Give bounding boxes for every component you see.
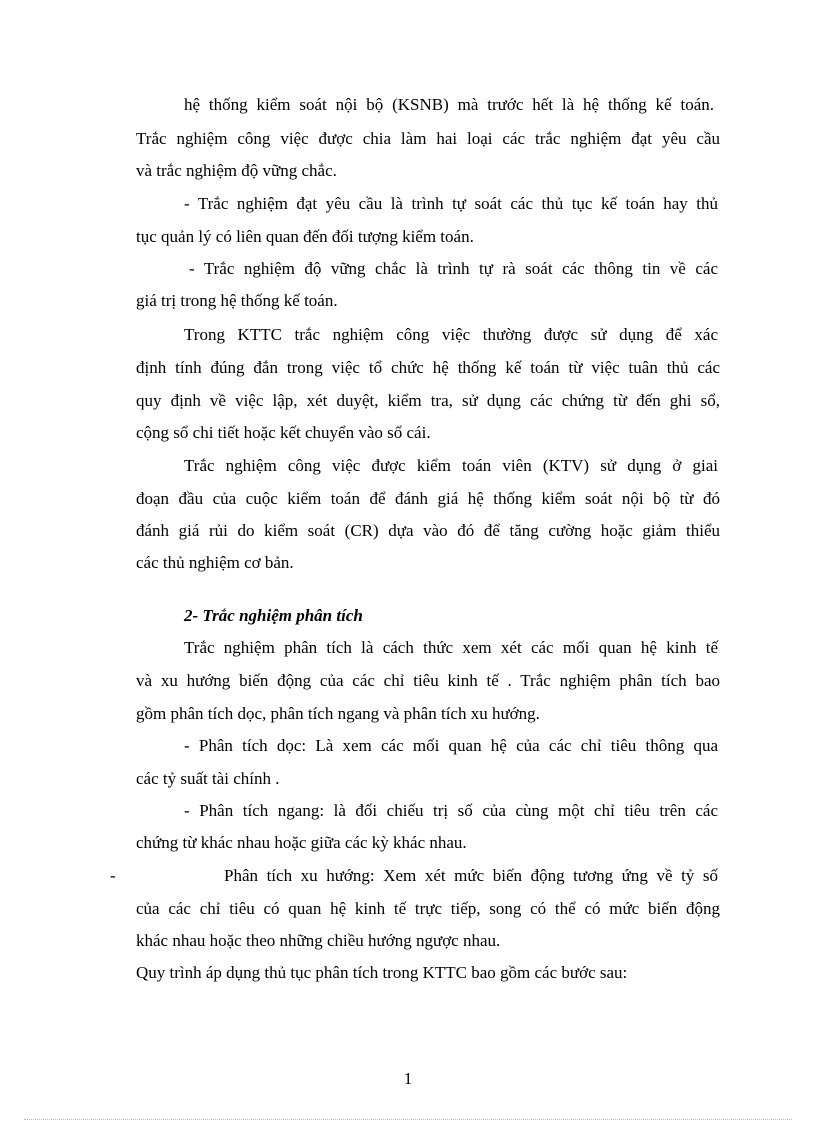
paragraph-line: gồm phân tích dọc, phân tích ngang và phân tích xu hướng. [136,704,540,723]
paragraph-line: quy định về việc lập, xét duyệt, kiểm tra, sử dụng các chứng từ đến ghi sổ, [136,391,720,410]
paragraph-line: và xu hướng biến động của các chỉ tiêu kinh tế . Trắc nghiệm phân tích bao [136,671,720,690]
paragraph-line: đánh giá rủi do kiểm soát (CR) dựa vào đó để tăng cường hoặc giảm thiểu [136,521,720,540]
paragraph-line: cộng sổ chi tiết hoặc kết chuyển vào sổ cái. [136,423,431,442]
bullet-line: - Trắc nghiệm độ vững chắc là trình tự rà soát các thông tin về các [189,259,718,278]
paragraph-line: tục quản lý có liên quan đến đối tượng kiểm toán. [136,227,474,246]
footer-divider [24,1119,792,1120]
paragraph-line: Quy trình áp dụng thủ tục phân tích trong KTTC bao gồm các bước sau: [136,963,628,982]
paragraph-line: chứng từ khác nhau hoặc giữa các kỳ khác nhau. [136,833,467,852]
paragraph-line: Trắc nghiệm phân tích là cách thức xem xét các mối quan hệ kinh tế [184,638,718,657]
paragraph-line: Trong KTTC trắc nghiệm công việc thường được sử dụng để xác [184,325,718,344]
section-heading: 2- Trắc nghiệm phân tích [184,606,363,625]
page-number: 1 [403,1069,413,1088]
paragraph-line: các tỷ suất tài chính . [136,769,280,788]
paragraph-line: và trắc nghiệm độ vững chắc. [136,161,337,180]
paragraph-line: định tính đúng đắn trong việc tổ chức hệ thống kế toán từ việc tuân thủ các [136,358,720,377]
bullet-line: - Trắc nghiệm đạt yêu cầu là trình tự soát các thủ tục kế toán hay thủ [184,194,718,213]
paragraph-line: Trắc nghiệm công việc được kiểm toán viên (KTV) sử dụng ở giai [184,456,718,475]
bullet-line: - Phân tích dọc: Là xem các mối quan hệ của các chỉ tiêu thông qua [184,736,718,755]
bullet-line: - Phân tích ngang: là đối chiếu trị số của cùng một chỉ tiêu trên các [184,801,718,820]
paragraph-line: của các chỉ tiêu có quan hệ kinh tế trực tiếp, song có thể có mức biến động [136,899,720,918]
bullet-line: Phân tích xu hướng: Xem xét mức biến động tương ứng về tỷ số [224,866,718,885]
paragraph-line: Trắc nghiệm công việc được chia làm hai loại các trắc nghiệm đạt yêu cầu [136,129,720,148]
paragraph-line: hệ thống kiểm soát nội bộ (KSNB) mà trước hết là hệ thống kế toán. [184,95,714,114]
paragraph-line: các thủ nghiệm cơ bản. [136,553,294,572]
paragraph-line: khác nhau hoặc theo những chiều hướng ngược nhau. [136,931,501,950]
bullet-dash: - [110,866,116,885]
paragraph-line: đoạn đầu của cuộc kiểm toán để đánh giá hệ thống kiểm soát nội bộ từ đó [136,489,720,508]
paragraph-line: giá trị trong hệ thống kế toán. [136,291,338,310]
